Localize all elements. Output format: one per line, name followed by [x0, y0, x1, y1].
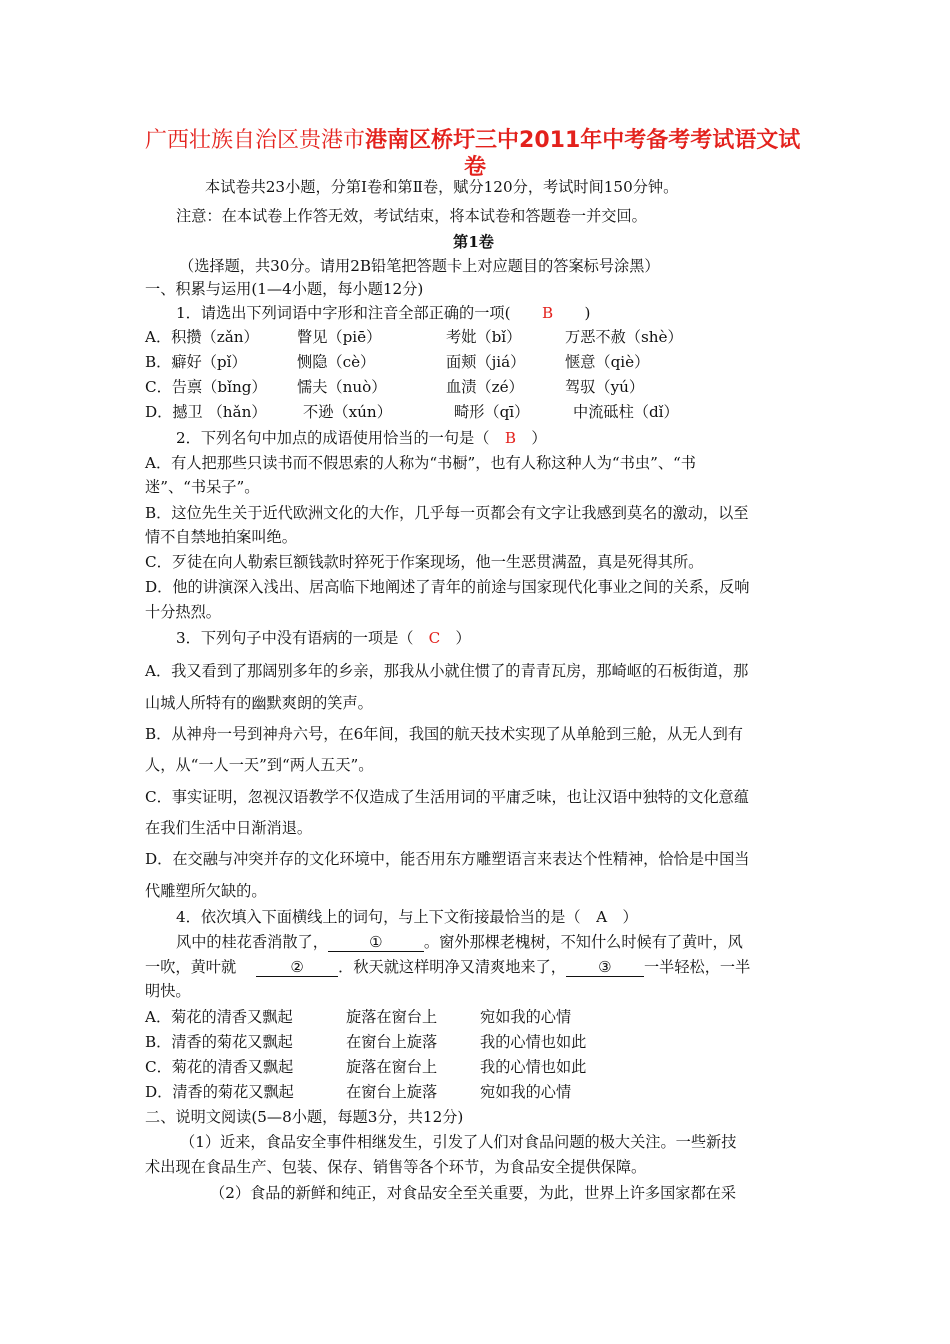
q4-option-b-3: 我的心情也如此	[480, 1033, 587, 1051]
q1-option-c-4: 驾驭（yú）	[565, 378, 645, 396]
q1-stem: 1．请选出下列词语中字形和注音全部正确的一项( B )	[176, 304, 591, 322]
blank-3: ③	[566, 958, 644, 977]
q4-option-d-1: D．清香的菊花又飘起	[145, 1083, 294, 1101]
q1-option-a-2: 瞥见（piē）	[297, 328, 382, 346]
q3-option-b-line2: 人，从“一人一天”到“两人五天”。	[145, 756, 374, 774]
q3-option-b-line1: B．从神舟一号到神舟六号，在6年间，我国的航天技术实现了从单舱到三舱，从无人到有	[145, 725, 743, 743]
q4-passage-line1: 风中的桂花香消散了， ① 。窗外那棵老槐树，不知什么时候有了黄叶，风	[176, 933, 743, 951]
q1-option-b-2: 恻隐（cè）	[297, 353, 376, 371]
q4-option-c-1: C．菊花的清香又飘起	[145, 1058, 294, 1076]
section2-title: 二、说明文阅读(5—8小题，每题3分，共12分)	[145, 1108, 464, 1126]
q3-option-c-line1: C．事实证明，忽视汉语教学不仅造成了生活用词的平庸乏味，也让汉语中独特的文化意蕴	[145, 788, 749, 806]
title-region: 广西壮族自治区贵港市	[145, 128, 366, 153]
q2-option-d-line2: 十分热烈。	[145, 603, 221, 621]
q2-option-b-line2: 情不自禁地拍案叫绝。	[145, 528, 297, 546]
q1-option-b-3: 面颊（jiá）	[446, 353, 526, 371]
q2-option-b-line1: B．这位先生关于近代欧洲文化的大作，几乎每一页都会有文字让我感到莫名的激动，以至	[145, 504, 749, 522]
q4-option-b-1: B．清香的菊花又飘起	[145, 1033, 293, 1051]
q3-option-a-line1: A．我又看到了那阔别多年的乡亲，那我从小就住惯了的青青瓦房，那崎岖的石板街道，那	[145, 662, 749, 680]
q4-option-a-3: 宛如我的心情	[480, 1008, 572, 1026]
q1-answer: B	[541, 304, 554, 322]
q3-stem: 3．下列句子中没有语病的一项是（ C ）	[176, 629, 471, 647]
q2-option-a-line2: 迷”、“书呆子”。	[145, 478, 260, 496]
q4-option-c-2: 旋落在窗台上	[346, 1058, 438, 1076]
q2-answer: B	[504, 429, 516, 447]
section2-p2-line1: （2）食品的新鲜和纯正，对食品安全至关重要，为此，世界上许多国家都在采	[210, 1184, 737, 1202]
q1-option-b-1: B．癖好（pǐ）	[145, 353, 247, 371]
q1-option-d-4: 中流砥柱（dǐ）	[573, 403, 679, 421]
q4-option-a-1: A．菊花的清香又飘起	[145, 1008, 293, 1026]
q3-answer: C	[428, 629, 441, 647]
q4-option-a-2: 旋落在窗台上	[346, 1008, 438, 1026]
q4-option-d-2: 在窗台上旋落	[346, 1083, 438, 1101]
q1-option-d-3: 畸形（qī）	[454, 403, 530, 421]
q4-stem: 4．依次填入下面横线上的词句，与上下文衔接最恰当的是（ A ）	[176, 908, 638, 926]
q3-option-c-line2: 在我们生活中日渐消退。	[145, 819, 313, 837]
q4-answer: A	[596, 908, 608, 926]
exam-title-line2: 卷	[464, 155, 487, 180]
section2-p1-line2: 术出现在食品生产、包装、保存、销售等各个环节，为食品安全提供保障。	[145, 1158, 647, 1176]
blank-2: ②	[256, 958, 338, 977]
q1-option-c-3: 血渍（zé）	[446, 378, 524, 396]
q4-option-d-3: 宛如我的心情	[480, 1083, 572, 1101]
blank-1: ①	[328, 933, 424, 952]
q4-passage-line2: 一吹，黄叶就 ② ．秋天就这样明净又清爽地来了， ③ 一半轻松，一半	[145, 958, 751, 976]
q1-option-a-1: A．积攒（zǎn）	[145, 328, 259, 346]
q2-option-a-line1: A．有人把那些只读书而不假思索的人称为“书橱”，也有人称这种人为“书虫”、“书	[145, 454, 696, 472]
volume-heading: 第1卷	[453, 233, 494, 251]
q1-option-c-2: 懦夫（nuò）	[297, 378, 387, 396]
q1-option-a-4: 万恶不赦（shè）	[565, 328, 683, 346]
q1-option-c-1: C．告禀（bǐng）	[145, 378, 267, 396]
volume-note: （选择题，共30分。请用2B铅笔把答题卡上对应题目的答案标号涂黑）	[179, 257, 660, 275]
q2-option-d-line1: D．他的讲演深入浅出、居高临下地阐述了青年的前途与国家现代化事业之间的关系，反响	[145, 578, 750, 596]
q1-option-d-2: 不逊（xún）	[303, 403, 392, 421]
q4-option-c-3: 我的心情也如此	[480, 1058, 587, 1076]
q1-option-b-4: 惬意（qiè）	[565, 353, 650, 371]
intro-line1: 本试卷共23小题，分第Ⅰ卷和第Ⅱ卷，赋分120分，考试时间150分钟。	[205, 178, 679, 196]
q2-stem: 2．下列名句中加点的成语使用恰当的一句是（ B ）	[176, 429, 547, 447]
intro-line2: 注意：在本试卷上作答无效，考试结束，将本试卷和答题卷一并交回。	[176, 207, 647, 225]
q3-option-a-line2: 山城人所特有的幽默爽朗的笑声。	[145, 694, 373, 712]
title-school: 港南区桥圩三中2011年中考备考考试语文试	[365, 128, 801, 153]
q1-option-a-3: 考妣（bǐ）	[446, 328, 522, 346]
q4-option-b-2: 在窗台上旋落	[346, 1033, 438, 1051]
q2-option-c-line1: C．歹徒在向人勒索巨额钱款时猝死于作案现场，他一生恶贯满盈，真是死得其所。	[145, 553, 704, 571]
q3-option-d-line1: D．在交融与冲突并存的文化环境中，能否用东方雕塑语言来表达个性精神，恰恰是中国当	[145, 850, 750, 868]
q3-option-d-line2: 代雕塑所欠缺的。	[145, 882, 267, 900]
q4-passage-line3: 明快。	[145, 982, 191, 1000]
section2-p1-line1: （1）近来，食品安全事件相继发生，引发了人们对食品问题的极大关注。一些新技	[180, 1133, 737, 1151]
q1-option-d-1: D．撼卫 （hǎn）	[145, 403, 267, 421]
section1-title: 一、积累与运用(1—4小题，每小题12分)	[145, 280, 424, 298]
